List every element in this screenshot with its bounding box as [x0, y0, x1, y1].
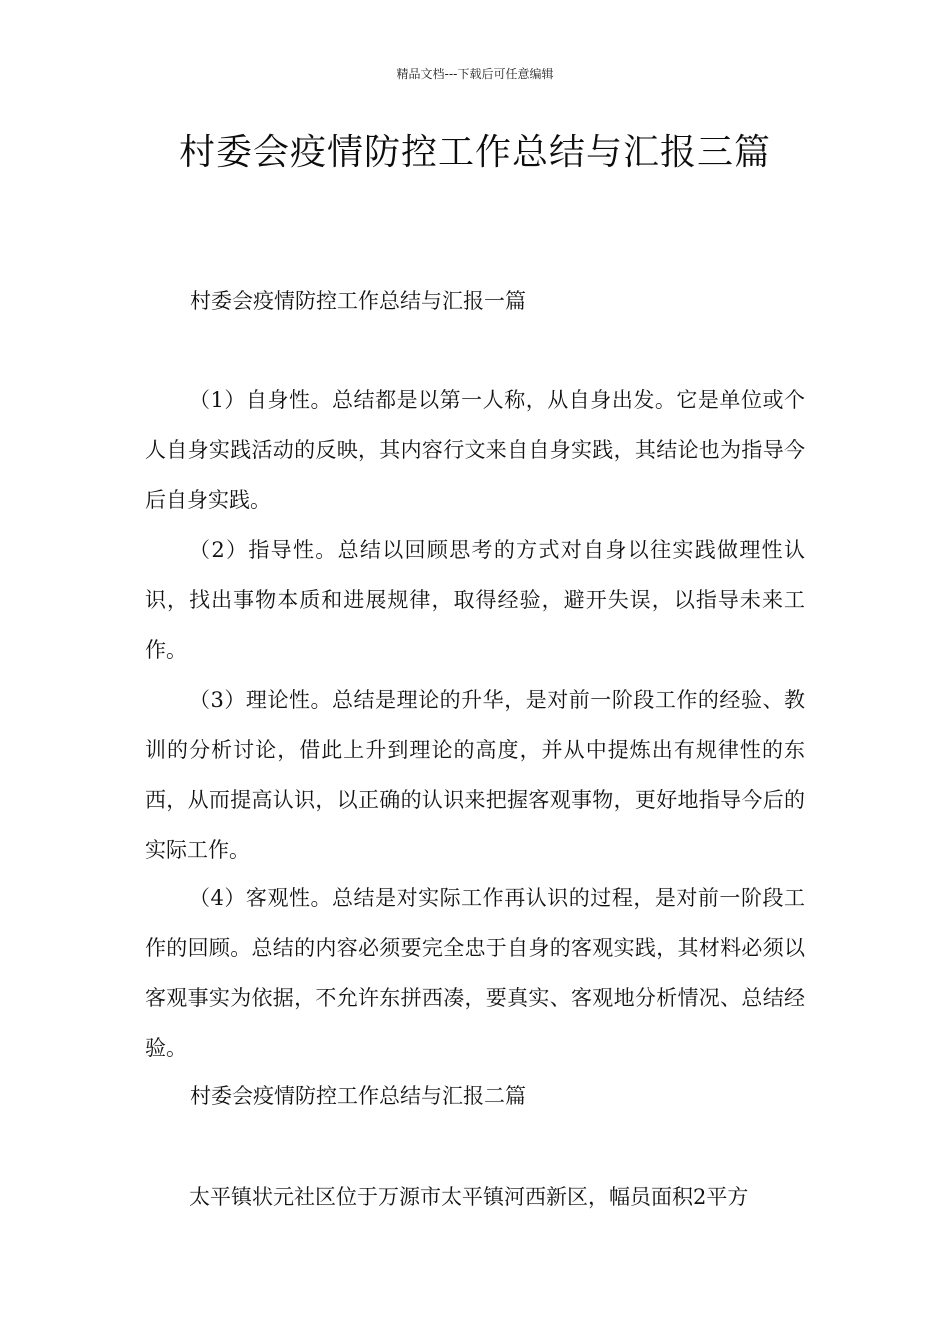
paragraph-4: （4）客观性。总结是对实际工作再认识的过程，是对前一阶段工作的回顾。总结的内容必须要完全忠于自身的客观实践，其材料必须以客观事实为依据，不允许东拼西凑，要真实、客观地分析情况、总结经验。 — [145, 886, 805, 1060]
header-note: 精品文档---下载后可任意编辑 — [396, 67, 554, 81]
paragraph-2: （2）指导性。总结以回顾思考的方式对自身以往实践做理性认识，找出事物本质和进展规律，取得经验，避开失误，以指导未来工作。 — [145, 538, 805, 662]
section-heading-2: 村委会疫情防控工作总结与汇报二篇 — [190, 1084, 526, 1108]
paragraph-1: （1）自身性。总结都是以第一人称，从自身出发。它是单位或个人自身实践活动的反映，其内容行文来自自身实践，其结论也为指导今后自身实践。 — [145, 388, 805, 512]
paragraph-5: 太平镇状元社区位于万源市太平镇河西新区，幅员面积2平方 — [189, 1185, 749, 1209]
document-title: 村委会疫情防控工作总结与汇报三篇 — [178, 132, 771, 173]
paragraph-3: （3）理论性。总结是理论的升华，是对前一阶段工作的经验、教训的分析讨论，借此上升到理论的高度，并从中提炼出有规律性的东西，从而提高认识，以正确的认识来把握客观事物，更好地指导今后的实际工作。 — [145, 688, 805, 862]
section-heading-1: 村委会疫情防控工作总结与汇报一篇 — [190, 289, 526, 313]
